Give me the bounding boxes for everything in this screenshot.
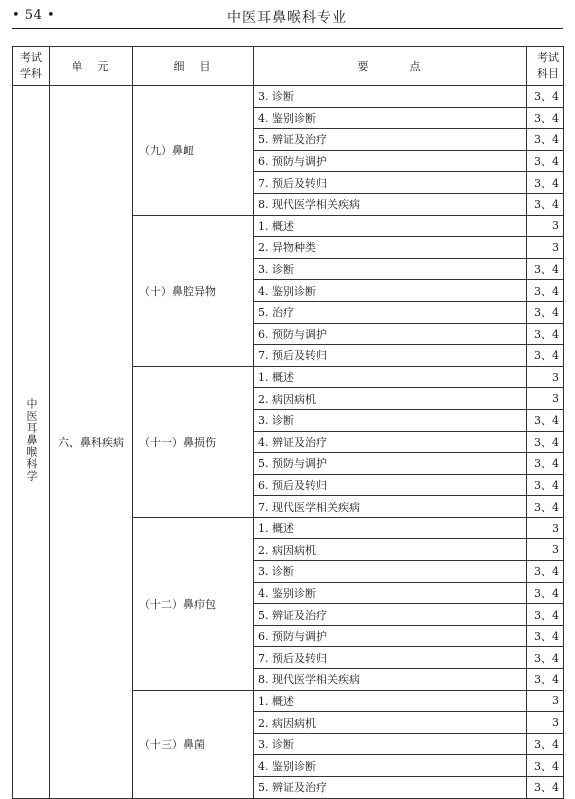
level-cell: 3、4 — [527, 86, 564, 108]
detail-cell: （十一）鼻损伤 — [133, 366, 254, 517]
level-cell: 3、4 — [527, 345, 564, 367]
header-subject-line1: 考试 — [20, 51, 42, 64]
level-cell: 3、4 — [527, 625, 564, 647]
header-level-line1: 考试 — [537, 51, 559, 64]
level-cell: 3、4 — [527, 604, 564, 626]
level-cell: 3、4 — [527, 280, 564, 302]
level-cell: 3、4 — [527, 582, 564, 604]
level-cell: 3、4 — [527, 777, 564, 799]
point-cell: 2. 病因病机 — [254, 712, 527, 734]
level-cell: 3、4 — [527, 258, 564, 280]
point-cell: 4. 鉴别诊断 — [254, 755, 527, 777]
point-cell: 3. 诊断 — [254, 733, 527, 755]
detail-cell: （十二）鼻疖包 — [133, 517, 254, 690]
level-cell: 3、4 — [527, 496, 564, 518]
point-cell: 1. 概述 — [254, 517, 527, 539]
level-cell: 3 — [527, 517, 564, 539]
point-cell: 4. 辨证及治疗 — [254, 431, 527, 453]
level-cell: 3、4 — [527, 301, 564, 323]
level-cell: 3、4 — [527, 561, 564, 583]
point-cell: 7. 预后及转归 — [254, 172, 527, 194]
point-cell: 3. 诊断 — [254, 258, 527, 280]
level-cell: 3 — [527, 690, 564, 712]
subject-label: 中医耳鼻喉科学 — [25, 398, 38, 483]
detail-cell: （十三）鼻菌 — [133, 690, 254, 798]
level-cell: 3 — [527, 388, 564, 410]
point-cell: 1. 概述 — [254, 366, 527, 388]
header-detail: 细 目 — [133, 47, 254, 86]
level-cell: 3、4 — [527, 193, 564, 215]
point-cell: 5. 辨证及治疗 — [254, 604, 527, 626]
level-cell: 3、4 — [527, 129, 564, 151]
point-cell: 5. 预防与调护 — [254, 453, 527, 475]
table-row — [13, 86, 564, 108]
level-cell: 3、4 — [527, 755, 564, 777]
level-cell: 3 — [527, 237, 564, 259]
level-cell: 3、4 — [527, 150, 564, 172]
page-number: • 54 • — [12, 8, 56, 23]
point-cell: 4. 鉴别诊断 — [254, 582, 527, 604]
header-unit: 单 元 — [50, 47, 133, 86]
point-cell: 7. 预后及转归 — [254, 345, 527, 367]
level-cell: 3、4 — [527, 431, 564, 453]
level-cell: 3 — [527, 215, 564, 237]
level-cell: 3、4 — [527, 733, 564, 755]
point-cell: 6. 预防与调护 — [254, 323, 527, 345]
table-body — [13, 86, 564, 799]
level-cell: 3、4 — [527, 647, 564, 669]
level-cell: 3、4 — [527, 453, 564, 475]
syllabus-table — [12, 46, 564, 799]
detail-cell: （十）鼻腔异物 — [133, 215, 254, 366]
unit-cell: 六、鼻科疾病 — [50, 86, 133, 799]
header-level — [527, 47, 564, 86]
level-cell: 3、4 — [527, 107, 564, 129]
point-cell: 5. 辨证及治疗 — [254, 777, 527, 799]
point-cell: 1. 概述 — [254, 690, 527, 712]
detail-cell: （九）鼻衄 — [133, 86, 254, 216]
point-cell: 4. 鉴别诊断 — [254, 107, 527, 129]
point-cell: 6. 预防与调护 — [254, 150, 527, 172]
header-rule — [12, 28, 563, 29]
point-cell: 3. 诊断 — [254, 561, 527, 583]
header-subject-line2: 学科 — [20, 67, 42, 80]
header-point: 要 点 — [254, 47, 527, 86]
point-cell: 7. 预后及转归 — [254, 647, 527, 669]
point-cell: 3. 诊断 — [254, 409, 527, 431]
level-cell: 3 — [527, 539, 564, 561]
point-cell: 2. 异物种类 — [254, 237, 527, 259]
level-cell: 3 — [527, 366, 564, 388]
point-cell: 2. 病因病机 — [254, 539, 527, 561]
table-header-row — [13, 47, 564, 86]
header-subject — [13, 47, 50, 86]
point-cell: 8. 现代医学相关疾病 — [254, 669, 527, 691]
level-cell: 3、4 — [527, 323, 564, 345]
point-cell: 8. 现代医学相关疾病 — [254, 193, 527, 215]
subject-cell — [13, 86, 50, 799]
point-cell: 3. 诊断 — [254, 86, 527, 108]
point-cell: 6. 预后及转归 — [254, 474, 527, 496]
running-title: 中医耳鼻喉科专业 — [227, 10, 347, 26]
point-cell: 1. 概述 — [254, 215, 527, 237]
point-cell: 5. 辨证及治疗 — [254, 129, 527, 151]
point-cell: 2. 病因病机 — [254, 388, 527, 410]
point-cell: 5. 治疗 — [254, 301, 527, 323]
point-cell: 4. 鉴别诊断 — [254, 280, 527, 302]
level-cell: 3、4 — [527, 409, 564, 431]
point-cell: 7. 现代医学相关疾病 — [254, 496, 527, 518]
level-cell: 3、4 — [527, 669, 564, 691]
page-header — [12, 6, 562, 28]
level-cell: 3、4 — [527, 172, 564, 194]
level-cell: 3 — [527, 712, 564, 734]
point-cell: 6. 预防与调护 — [254, 625, 527, 647]
level-cell: 3、4 — [527, 474, 564, 496]
header-level-line2: 科目 — [537, 67, 559, 80]
